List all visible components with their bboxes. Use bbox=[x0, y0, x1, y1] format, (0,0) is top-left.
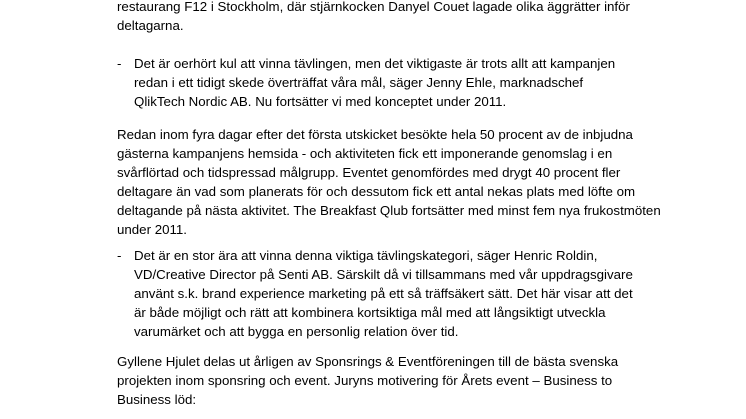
bullet-dash: - bbox=[117, 248, 122, 263]
text-line: varumärket och att bygga en personlig relation över tid. bbox=[134, 324, 459, 339]
results-paragraph bbox=[117, 125, 661, 239]
text-line: deltagarna. bbox=[117, 18, 184, 33]
text-line: använt s.k. brand experience marketing på ett så träffsäkert sätt. Det här visar att det bbox=[134, 286, 633, 301]
text-line: är både möjligt och rätt att kombinera kortsiktiga mål med att långsiktigt utveckla bbox=[134, 305, 606, 320]
text-line: restaurang F12 i Stockholm, där stjärnkocken Danyel Couet lagade olika äggrätter inför bbox=[117, 0, 630, 14]
text-line: under 2011. bbox=[117, 222, 187, 237]
text-line: deltagande på nästa aktivitet. The Breakfast Qlub fortsätter med minst fem nya frukostmöten bbox=[117, 203, 661, 218]
quote-body bbox=[134, 54, 615, 111]
award-paragraph bbox=[117, 352, 618, 409]
quote-body bbox=[134, 246, 633, 341]
bullet-dash: - bbox=[117, 56, 122, 71]
text-line: svårflörtad och tidspressad målgrupp. Eventet genomfördes med drygt 40 procent fler bbox=[117, 165, 621, 180]
text-line: deltagare än vad som planerats för och dessutom fick ett antal nekas plats med löfte om bbox=[117, 184, 636, 199]
text-line: Gyllene Hjulet delas ut årligen av Sponsrings & Eventföreningen till de bästa svenska bbox=[117, 354, 619, 369]
text-line: Redan inom fyra dagar efter det första utskicket besökte hela 50 procent av de inbjudna bbox=[117, 127, 633, 142]
text-line: VD/Creative Director på Senti AB. Särskilt då vi tillsammans med vår uppdragsgivare bbox=[134, 267, 633, 282]
text-line: projekten inom sponsring och event. Juryns motivering för Årets event – Business to bbox=[117, 373, 613, 388]
text-line: Det är en stor ära att vinna denna viktiga tävlingskategori, säger Henric Roldin, bbox=[134, 248, 598, 263]
text-line: Det är oerhört kul att vinna tävlingen, men det viktigaste är trots allt att kampanjen bbox=[134, 56, 616, 71]
text-line: QlikTech Nordic AB. Nu fortsätter vi med konceptet under 2011. bbox=[134, 94, 507, 109]
intro-paragraph bbox=[117, 0, 630, 35]
text-line: Business löd: bbox=[117, 392, 197, 407]
text-line: gästerna kampanjens hemsida - och aktiviteten fick ett imponerande genomslag i en bbox=[117, 146, 613, 161]
text-line: redan i ett tidigt skede överträffat våra mål, säger Jenny Ehle, marknadschef bbox=[134, 75, 584, 90]
